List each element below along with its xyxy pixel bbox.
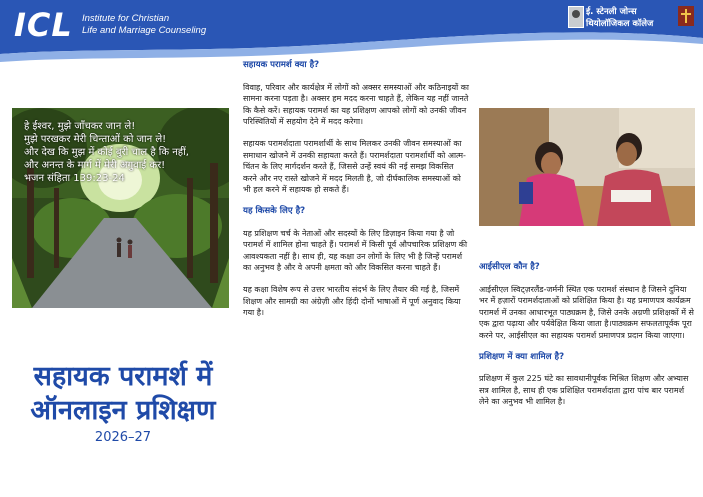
bible-verse — [24, 120, 224, 185]
counseling-photo — [479, 108, 695, 226]
header-band — [0, 0, 703, 64]
section-paragraph: सहायक परामर्शदाता परामर्शार्थी के साथ मिलकर उनकी जीवन समस्याओं का समाधान खोजने में उनकी सहायता करते हैं। परामर्शदाता परामर्शार्थी को आत्म-चिंतन के लिए मार्गदर्शन करते हैं, जिससे उन्हें स्वयं की नई समझ विकसित करने और नए रास्ते खोजने में मदद मिलती है, जो दीर्घकालिक समस्याओं को भी हल करने में सहायक हो सकते हैं। — [243, 138, 466, 195]
section-paragraph: यह प्रशिक्षण चर्च के नेताओं और सदस्यों के लिए डिज़ाइन किया गया है जो परामर्श में शामिल होना चाहते हैं। परामर्श में किसी पूर्व औपचारिक प्रशिक्षण की आवश्यकता नहीं है। साथ ही, यह कक्षा उन लोगों के लिए भी है जिन्हें परामर्श का अनुभव है और वे अपनी क्षमता को और विकसित करना चाहते हैं। — [243, 228, 468, 273]
middle-column — [243, 60, 469, 329]
title-line1: सहायक परामर्श में — [33, 361, 213, 392]
verse-line: मुझे परखकर मेरी चिन्ताओं को जान ले! — [24, 134, 167, 145]
seminary-name-line2: थियोलॉजिकल कॉलेज — [586, 19, 654, 29]
cross-emblem-icon — [678, 6, 694, 26]
seminary-name-line1: ई. स्टेनली जोन्स — [586, 7, 637, 17]
section-heading-what: सहायक परामर्श क्या है? — [243, 60, 320, 70]
section-heading-included: प्रशिक्षण में क्या शामिल है? — [479, 351, 565, 362]
right-column — [479, 262, 694, 418]
verse-line: और अनन्त के मार्ग में मेरी अगुवाई कर! — [24, 160, 166, 171]
section-paragraph: प्रशिक्षण में कुल 225 घंटे का सावधानीपूर्वक मिश्रित शिक्षण और अभ्यास सत्र शामिल है, साथ ही एक प्रशिक्षित परामर्शदाता द्वारा पांच बार परामर्श लेने का अनुभव भी शामिल है। — [479, 374, 689, 407]
seminary-name — [586, 6, 653, 30]
verse-line: और देख कि मुझ में कोई बुरी चाल है कि नहीं, — [24, 147, 189, 158]
section-paragraph: विवाह, परिवार और कार्यक्षेत्र में लोगों को अक्सर समस्याओं और कठिनाइयों का सामना करना पड़ता है। अक्सर हम मदद करना चाहते हैं, लेकिन यह नहीं जानते कि कैसे करें। सहायक परामर्श का यह प्रशिक्षण आपको लोगों को उनकी जीवन परिस्थितियों में सहयोग देने में मदद करेगा। — [243, 82, 470, 127]
icl-logo: ICL — [14, 6, 73, 44]
seminary-badge — [568, 6, 694, 34]
section-paragraph: यह कक्षा विशेष रूप से उत्तर भारतीय संदर्भ के लिए तैयार की गई है, जिसमें शिक्षण और सामग्री का अंग्रेज़ी और हिंदी दोनों भाषाओं में पूर्ण अनुवाद किया गया है। — [243, 284, 461, 318]
page-title — [0, 360, 246, 428]
verse-line: हे ईश्वर, मुझे जाँचकर जान ले! — [24, 121, 136, 132]
section-paragraph: आईसीएल स्विट्ज़रलैंड-जर्मनी स्थित एक परामर्श संस्थान है जिसने दुनिया भर में हज़ारों परामर्शदाताओं को प्रशिक्षित किया है। यह प्रमाणपत्र कार्यक्रम परामर्श में उनका आधारभूत पाठ्यक्रम है, जिसे उनके अग्रणी प्रशिक्षकों में से एक द्वारा पढ़ाया और पर्यवेक्षित किया जाता है।पाठ्यक्रम सफलतापूर्वक पूरा करने पर, आईसीएल का सहायक परामर्श प्रमाणपत्र प्रदान किया जाएगा। — [479, 284, 694, 340]
verse-reference: भजन संहिता 139:23-24 — [24, 173, 125, 184]
title-line2: ऑनलाइन प्रशिक्षण — [30, 395, 216, 426]
org-name-line1: Institute for Christian — [82, 13, 170, 24]
section-heading-who-icl: आईसीएल कौन है? — [479, 262, 540, 272]
org-name — [82, 13, 206, 37]
org-name-line2: Life and Marriage Counseling — [82, 25, 207, 36]
section-heading-who-for: यह किसके लिए है? — [243, 205, 306, 216]
portrait-icon — [568, 6, 584, 28]
program-year: 2026–27 — [94, 430, 152, 445]
